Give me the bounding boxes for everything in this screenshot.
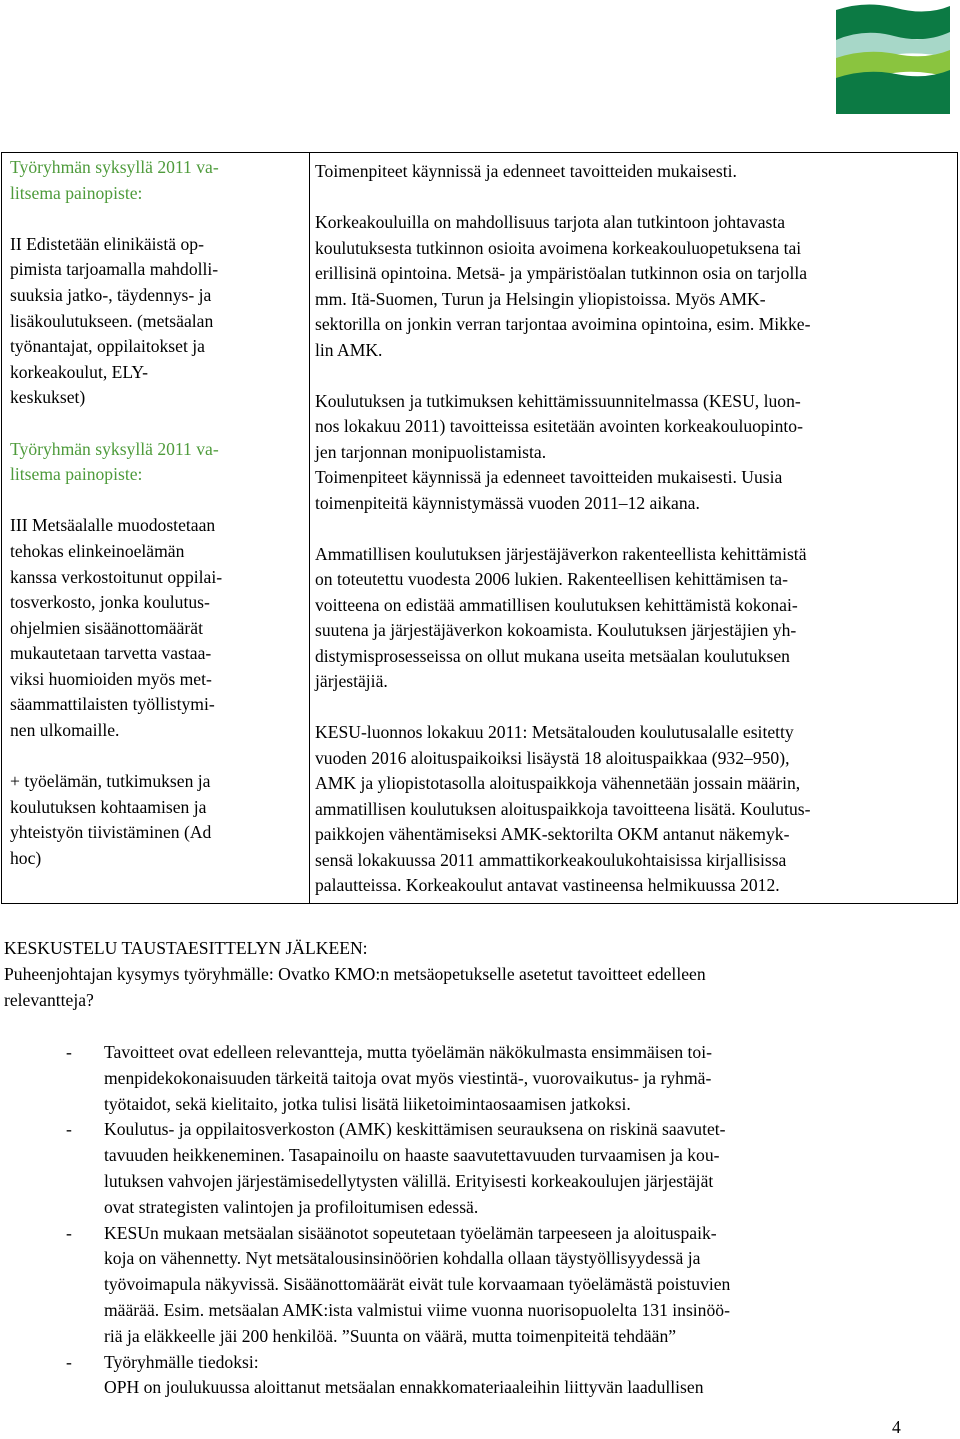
status-paragraph-1: Toimenpiteet käynnissä ja edenneet tavoitteiden mukaisesti. [315, 161, 737, 181]
discussion-heading: KESKUSTELU TAUSTAESITTELYN JÄLKEEN: [4, 938, 368, 958]
dash-marker: - [66, 1042, 72, 1062]
status-paragraph-5: Ammatillisen koulutuksen järjestäjäverkon rakenteellista kehittämistä on toteutettu vuodesta 2006 lukien. Rakenteellisen kehittämisen ta- voitteena on edistää ammatillisen koulutuksen kehittämistä kokonai- suutena ja järjestäjäverkon kokoamista. Koulutuksen järjestäjien yh- distymisprosesseissa on ollut mukana useita metsäalan koulutuksen järjestäjiä. [315, 543, 807, 691]
goals-status-table [1, 152, 958, 904]
priority-heading-2: Työryhmän syksyllä 2011 va- litsema painopiste: [10, 438, 219, 485]
discussion-section [4, 936, 944, 1013]
chair-question: Puheenjohtajan kysymys työryhmälle: Ovatko KMO:n metsäopetukselle asetetut tavoitteet edelleen relevantteja? [4, 963, 706, 1010]
bullet-item: - Koulutus- ja oppilaitosverkoston (AMK) keskittämisen seurauksena on riskinä saavutet- tavuuden heikkeneminen. Tasapainoilu on haaste saavutettavuuden turvaamisen ja kou- lutuksen vahvojen järjestämisedellytysten välillä. Erityisesti korkeakoulujen järjestäjät ovat strategisten valintojen ja profiloitumisen edessä. [66, 1117, 926, 1220]
goal-item-4: + työelämän, tutkimuksen ja koulutuksen kohtaamisen ja yhteistyön tiivistäminen (Ad hoc) [10, 771, 212, 869]
dash-marker: - [66, 1222, 72, 1243]
right-column-status [315, 159, 951, 899]
mountain-landscape-logo-icon [836, 2, 950, 114]
bullet-item: - KESUn mukaan metsäalan sisäänotot sopeutetaan työelämän tarpeeseen ja aloituspaik- koja on vähennetty. Nyt metsätalousinsinöörien kohdalla ollaan täystyöllisyydessä ja työvoimapula näkyvissä. Sisäänottomäärät eivät tule korvaamaan työelämästä poistuvien määrää. Esim. metsäalan AMK:ista valmistui viime vuonna nuorisopuolelta 131 insinöö- riä ja eläkkeelle jäi 200 henkilöä. ”Suunta on väärä, mutta toimenpiteitä tehdään” [66, 1221, 926, 1350]
page-number: 4 [892, 1417, 901, 1437]
status-paragraph-2: Korkeakouluilla on mahdollisuus tarjota alan tutkintoon johtavasta koulutuksesta tutkinnon osioita avoimena korkeakouluopetuksena tai erillisinä opintoina. Metsä- ja ympäristöalan tutkinnon osia on tarjolla mm. Itä-Suomen, Turun ja Helsingin yliopistoissa. Myös AMK- sektorilla on jonkin verran tarjontaa avoimina opintoina, esim. Mikke- lin AMK. [315, 212, 811, 360]
goal-item-3: III Metsäalalle muodostetaan tehokas elinkeinoelämän kanssa verkostoitunut oppilai- tosverkosto, jonka koulutus- ohjelmien sisäänottomäärät mukautetaan tarvetta vastaa- viksi huomioiden myös met- säammattilaisten työllistymi- nen ulkomaille. [10, 515, 223, 741]
status-paragraph-6: KESU-luonnos lokakuu 2011: Metsätalouden koulutusalalle esitetty vuoden 2016 aloituspaikoiksi lisäystä 18 aloituspaikkaa (932–950), AMK ja yliopistotasolla aloituspaikkoja vähennetään jossain määrin, ammatillisen koulutuksen aloituspaikkoja tavoitteena lisätä. Koulutus- paikkojen vähentämiseksi AMK-sektorilta OKM antanut näkemyk- sensä lokakuussa 2011 ammattikorkeakoulukohtaisissa kirjallisissa palautteissa. Korkeakoulut antavat vastineensa helmikuussa 2012. [315, 722, 811, 895]
status-paragraph-4: Toimenpiteet käynnissä ja edenneet tavoitteiden mukaisesti. Uusia toimenpiteitä käynnistymässä vuoden 2011–12 aikana. [315, 467, 783, 513]
goal-item-2: II Edistetään elinikäistä op- pimista tarjoamalla mahdolli- suuksia jatko-, täydennys- ja lisäkoulutukseen. (metsäalan työnantajat, oppilaitokset ja korkeakoulut, ELY- keskukset) [10, 233, 219, 408]
priority-heading-1: Työryhmän syksyllä 2011 va- litsema painopiste: [10, 157, 219, 203]
discussion-bullet-list [66, 1040, 926, 1401]
status-paragraph-3: Koulutuksen ja tutkimuksen kehittämissuunnitelmassa (KESU, luon- nos lokakuu 2011) tavoitteissa esitetään avointen korkeakouluopinto- jen tarjonnan monipuolistamista. [315, 390, 803, 462]
bullet-item: - Tavoitteet ovat edelleen relevantteja, mutta työelämän näkökulmasta ensimmäisen toi- menpidekokonaisuuden tärkeitä taitoja ovat myös viestintä-, vuorovaikutus- ja ryhmä- työtaidot, sekä kielitaito, jotka tulisi lisätä liiketoimintaosaamisen jatkoksi. [66, 1040, 926, 1117]
bullet-item: - Työryhmälle tiedoksi: OPH on joulukuussa aloittanut metsäalan ennakkomateriaaleihin liittyvän laadullisen [66, 1350, 926, 1402]
column-divider [309, 153, 310, 903]
dash-marker: - [66, 1119, 72, 1140]
dash-marker: - [66, 1351, 72, 1372]
left-column-goals [10, 155, 302, 872]
